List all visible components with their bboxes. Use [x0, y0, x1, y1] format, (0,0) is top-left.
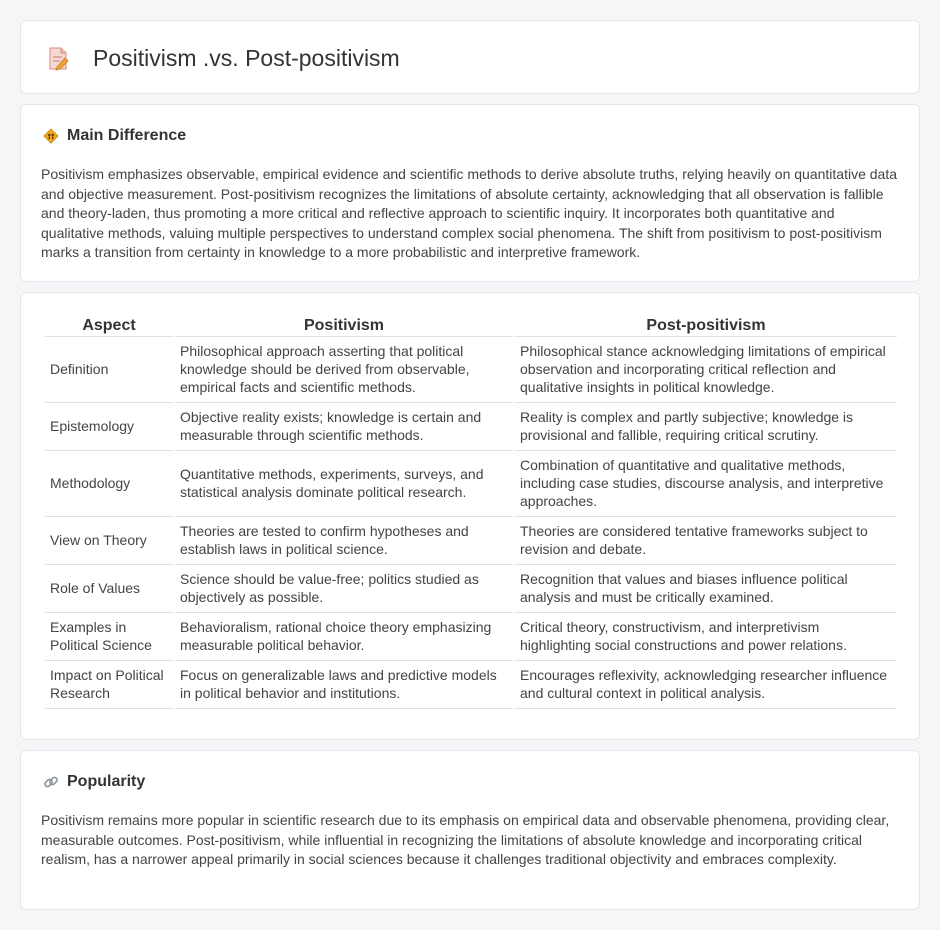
positivism-cell: Science should be value-free; politics studied as objectively as possible.: [175, 565, 513, 613]
post-positivism-cell: Philosophical stance acknowledging limitations of empirical observation and incorporating critical reflection and qualitative insights in political knowledge.: [515, 337, 897, 403]
comparison-table: [43, 315, 899, 709]
post-positivism-cell: Reality is complex and partly subjective; knowledge is provisional and fallible, requiring critical scrutiny.: [515, 403, 897, 451]
main-difference-heading: Main Difference: [67, 127, 187, 144]
positivism-cell: Philosophical approach asserting that political knowledge should be derived from observable, empirical facts and scientific methods.: [175, 337, 513, 403]
main-difference-text: Positivism emphasizes observable, empirical evidence and scientific methods to derive absolute truths, relying heavily on quantitative data and objective measurement. Post-positivism recognizes the limitations of absolute certainty, acknowledging that all observation is fallible and theory-laden, thus promoting a more critical and reflective approach to scientific inquiry. It incorporates both quantitative and qualitative methods, valuing multiple perspectives to understand complex social phenomena. The shift from positivism to post-positivism marks a transition from certainty in knowledge to a more probabilistic and interpretive framework.: [41, 166, 898, 261]
post-positivism-cell: Encourages reflexivity, acknowledging researcher influence and cultural context in political analysis.: [515, 661, 897, 709]
main-difference-header: [43, 127, 186, 145]
header-aspect: Aspect: [45, 315, 173, 337]
aspect-cell: Impact on Political Research: [45, 661, 173, 709]
table-row: [45, 337, 897, 403]
page-title: Positivism .vs. Post-positivism: [93, 45, 400, 71]
title-card: [20, 20, 920, 94]
aspect-cell: Role of Values: [45, 565, 173, 613]
post-positivism-cell: Theories are considered tentative frameworks subject to revision and debate.: [515, 517, 897, 565]
table-header-row: [45, 315, 897, 337]
post-positivism-cell: Critical theory, constructivism, and interpretivism highlighting social constructions and power relations.: [515, 613, 897, 661]
link-icon: [43, 774, 59, 790]
table-row: [45, 613, 897, 661]
table-row: [45, 661, 897, 709]
table-row: [45, 517, 897, 565]
aspect-cell: Definition: [45, 337, 173, 403]
positivism-cell: Quantitative methods, experiments, surveys, and statistical analysis dominate political research.: [175, 451, 513, 517]
popularity-header: [43, 773, 145, 791]
aspect-cell: Examples in Political Science: [45, 613, 173, 661]
main-difference-card: [20, 104, 920, 282]
table-row: [45, 451, 897, 517]
popularity-text: Positivism remains more popular in scientific research due to its emphasis on empirical data and observable phenomena, providing clear, measurable outcomes. Post-positivism, while influential in recognizing the limitations of absolute knowledge and incorporating critical realism, has a narrower appeal primarily in social sciences because it challenges traditional objectivity and embraces complexity.: [41, 812, 890, 868]
aspect-cell: View on Theory: [45, 517, 173, 565]
positivism-cell: Focus on generalizable laws and predictive models in political behavior and institutions.: [175, 661, 513, 709]
post-positivism-cell: Combination of quantitative and qualitative methods, including case studies, discourse analysis, and interpretive approaches.: [515, 451, 897, 517]
positivism-cell: Behavioralism, rational choice theory emphasizing measurable political behavior.: [175, 613, 513, 661]
header-positivism: Positivism: [175, 315, 513, 337]
popularity-heading: Popularity: [67, 773, 146, 790]
comparison-table-card: [20, 292, 920, 740]
positivism-cell: Theories are tested to confirm hypotheses and establish laws in political science.: [175, 517, 513, 565]
document-icon: [47, 47, 69, 71]
post-positivism-cell: Recognition that values and biases influence political analysis and must be critically examined.: [515, 565, 897, 613]
table-row: [45, 403, 897, 451]
positivism-cell: Objective reality exists; knowledge is certain and measurable through scientific methods.: [175, 403, 513, 451]
table-row: [45, 565, 897, 613]
aspect-cell: Methodology: [45, 451, 173, 517]
header-post-positivism: Post-positivism: [515, 315, 897, 337]
popularity-card: [20, 750, 920, 910]
aspect-cell: Epistemology: [45, 403, 173, 451]
diamond-sign-icon: [43, 128, 59, 144]
